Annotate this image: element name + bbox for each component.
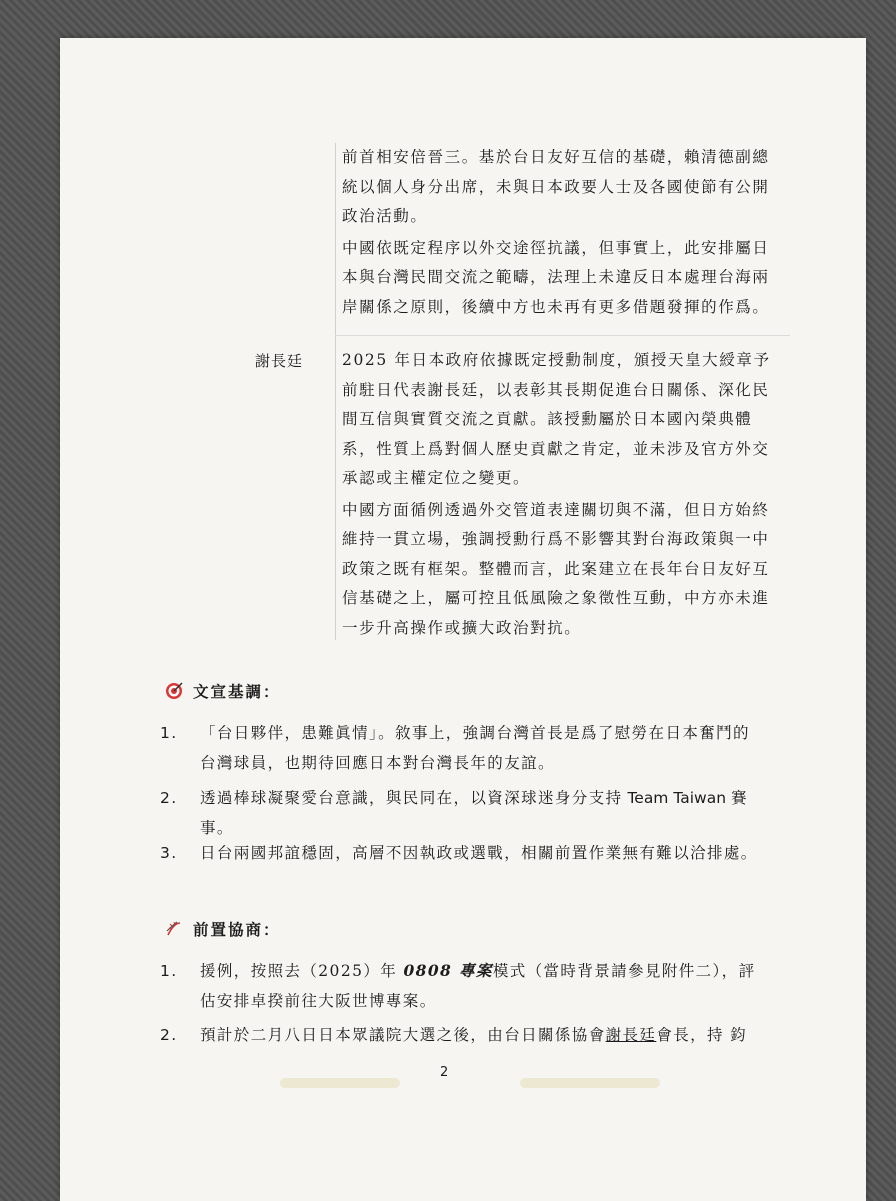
paragraph: 中國依既定程序以外交途徑抗議，但事實上，此安排屬日本與台灣民間交流之範疇，法理上未違反日本處理台海兩岸關係之原則，後續中方也未再有更多借題發揮的作爲。: [342, 238, 770, 316]
paper-stain: [520, 1078, 660, 1088]
list-number: 2.: [160, 1026, 178, 1044]
list-item: [160, 783, 760, 843]
section-heading-messaging: [165, 680, 281, 702]
paper-stain: [280, 1078, 400, 1088]
section-heading-prep: [165, 918, 281, 940]
list-text: 援例，按照去（2025）年 0808 專案模式（當時背景請參見附件二），評估安排卓揆前往大阪世博專案。: [200, 961, 756, 1010]
list-text: 透過棒球凝聚愛台意識，與民同在，以資深球迷身分支持 Team Taiwan 賽事。: [200, 789, 748, 837]
table-cell-row2: [342, 346, 782, 645]
list-number: 1.: [160, 724, 178, 742]
paragraph: 2025 年日本政府依據既定授勳制度，頒授天皇大綬章予前駐日代表謝長廷，以表彰其長期促進台日關係、深化民間互信與實質交流之貢獻。該授勳屬於日本國內榮典體系，性質上爲對個人歷史貢獻之肯定，並未涉及官方外交承認或主權定位之變更。: [342, 351, 771, 487]
document-page: [60, 38, 866, 1201]
list-text: 「台日夥伴，患難眞情」。敘事上，強調台灣首長是爲了慰勞在日本奮鬥的台灣球員，也期待回應日本對台灣長年的友誼。: [200, 724, 750, 772]
paragraph: 中國方面循例透過外交管道表達關切與不滿，但日方始終維持一貫立場，強調授勳行爲不影響其對台海政策與一中政策之既有框架。整體而言，此案建立在長年台日友好互信基礎之上，屬可控且低風險之象徵性互動，中方亦未進一步升高操作或擴大政治對抗。: [342, 500, 770, 637]
list-number: 1.: [160, 962, 178, 980]
paragraph: 前首相安倍晉三。基於台日友好互信的基礎，賴清德副總統以個人身分出席，未與日本政要人士及各國使節有公開政治活動。: [342, 148, 770, 225]
list-item: [160, 838, 760, 868]
list-text: 預計於二月八日日本眾議院大選之後，由台日關係協會謝長廷會長，持 鈞: [200, 1026, 748, 1044]
table-name-cell: 謝長廷: [255, 352, 304, 370]
baseball-icon: [165, 920, 183, 938]
target-icon: [165, 682, 183, 700]
section-heading-text: 前置協商：: [193, 920, 281, 939]
list-text: 日台兩國邦誼穩固，高層不因執政或選戰，相關前置作業無有難以洽排處。: [200, 844, 758, 862]
page-number: 2: [440, 1065, 449, 1080]
table-cell-row1: [342, 143, 782, 324]
list-number: 3.: [160, 844, 178, 862]
list-number: 2.: [160, 789, 178, 807]
list-item: [160, 1020, 760, 1050]
list-item: [160, 718, 760, 778]
table-row-divider: [335, 335, 790, 336]
section-heading-text: 文宣基調：: [193, 682, 281, 701]
list-item: [160, 956, 760, 1016]
